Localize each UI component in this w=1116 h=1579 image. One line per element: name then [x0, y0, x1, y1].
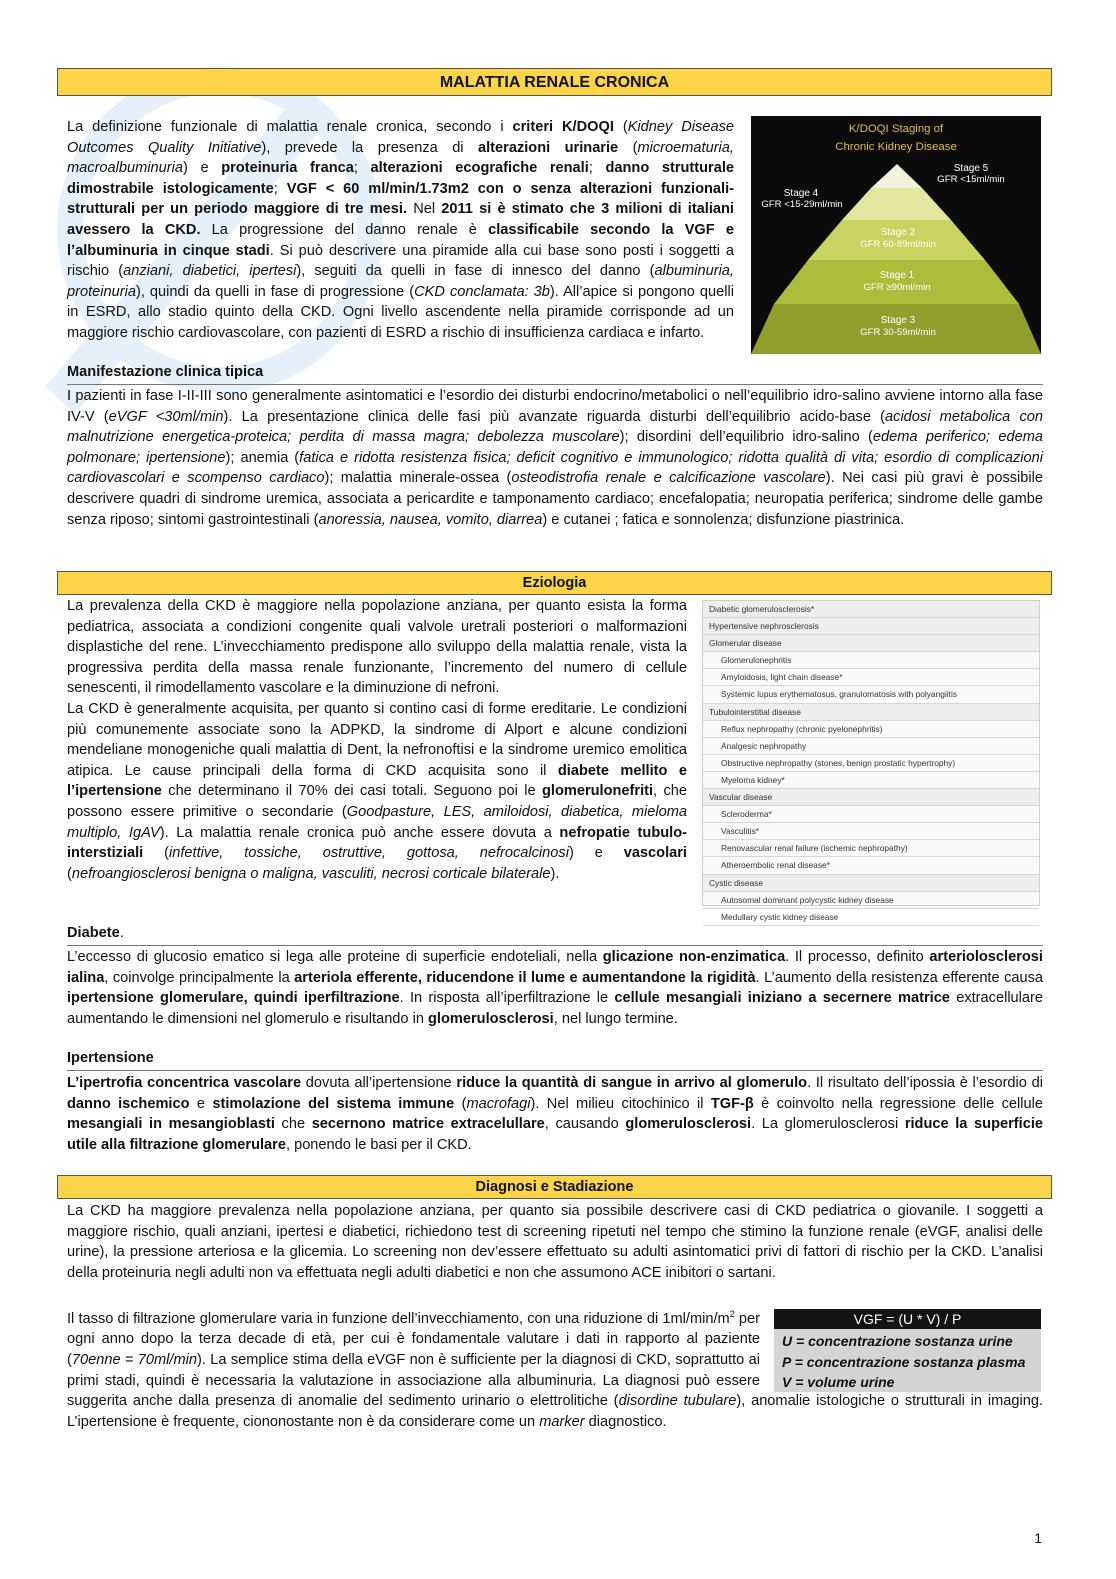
causes-table-row: Systemic lupus erythematosus, granulomatosis with polyangiitis	[703, 686, 1039, 703]
stage3-label: Stage 3	[880, 315, 916, 326]
causes-table-row: Renovascular renal failure (ischemic nephropathy)	[703, 840, 1039, 857]
causes-table-row: Analgesic nephropathy	[703, 738, 1039, 755]
causes-table-row: Obstructive nephropathy (stones, benign prostatic hypertrophy)	[703, 755, 1039, 772]
formula-p-definition: P = concentrazione sostanza plasma	[782, 1353, 1026, 1370]
formula-u-definition: U = concentrazione sostanza urine	[782, 1333, 1013, 1349]
ipertensione-heading: Ipertensione	[67, 1050, 154, 1066]
eziologia-paragraph-2: La CKD è generalmente acquisita, per quanto si contino casi di forme ereditarie. Le condizioni più comunemente associate sono la ADPKD, la sindrome di Alport e alcune condizioni mendeliane monogeniche quali malattia di Dent, la nefronoftisi e la sindrome uremico emolitica atipica. Le cause principali della forma di CKD acquisita sono il diabete mellito e l’ipertensione che determinano il 70% dei casi totali. Seguono poi le glomerulonefriti, che possono essere primitive o secondarie (Goodpasture, LES, amiloidosi, diabetica, mieloma multiplo, IgAV). La malattia renale cronica può anche essere dovuta a nefropatie tubulo-interstiziali (infettive, tossiche, ostruttive, gottosa, nefrocalcinosi) e vascolari (nefroangiosclerosi benigna o maligna, vasculiti, necrosi corticale bilaterale).	[67, 701, 688, 882]
stage4-gfr: GFR <15-29ml/min	[761, 199, 843, 210]
diagnosi-paragraph-1: La CKD ha maggiore prevalenza nella popolazione anziana, per quanto sia possibile descrivere casi di CKD pediatrica o giovanile. I soggetti a maggiore rischio, quali anziani, ipertesi e diabetici, richiedono test di screening ripetuti nel tempo che stimino la funzione renale (eVGF, analisi delle urine), la pressione arteriosa e la glicemia. Lo screening non dev’essere effettuato su adulti asintomatici privi di fattori di rischio per la CKD. L’analisi della proteinuria negli adulti non va effettuata negli adulti diabetici e non che assumono ACE inibitori o sartani.	[67, 1203, 1043, 1281]
pyramid-level-4	[842, 188, 951, 220]
diagnosi-section-bar: Diagnosi e Stadiazione	[57, 1175, 1052, 1199]
pyramid-title-line1: K/DOQI Staging of	[848, 123, 944, 135]
causes-table-row: Tubulointerstitial disease	[703, 704, 1039, 721]
causes-table-row: Autosomal dominant polycystic kidney disease	[703, 892, 1039, 909]
eziologia-paragraph-1: La prevalenza della CKD è maggiore nella popolazione anziana, per quanto esista la forma pediatrica, associata a condizioni congenite quali valvole uretrali posteriori o malformazioni displastiche del rene. L’invecchiamento predispone allo sviluppo della malattia renale, vista la progressiva perdita della massa renale funzionante, l’incremento del numero di cellule senescenti, il rimodellamento vascolare e la diminuzione di nefroni.	[67, 598, 687, 697]
causes-table-row: Myeloma kidney*	[703, 772, 1039, 789]
heading-rule	[67, 945, 1043, 946]
manifestazione-paragraph: I pazienti in fase I-II-III sono generalmente asintomatici e l’esordio dei disturbi endocrino/metabolici o nell’equilibrio idro-salino avviene intorno alla fase IV-V (eVGF <30ml/min). La presentazione clinica delle fasi più avanzate riguarda disturbi dell’equilibrio acido-base (acidosi metabolica con malnutrizione energetica-proteica; perdita di massa magra; debolezza muscolare); disordini dell’equilibrio idro-salino (edema periferico; edema polmonare; ipertensione); anemia (fatica e ridotta resistenza fisica; deficit cognitivo e immunologico; ridotta qualità di vita; esordio di complicazioni cardiovascolari e scompenso cardiaco); malattia minerale-ossea (osteodistrofia renale e calcificazione vascolare). Nei casi più gravi è possibile descrivere quadri di sindrome uremica, associata a pericardite e tamponamento cardiaco; encefalopatia; neuropatia periferica; sindrome delle gambe senza riposo; sintomi gastrointestinali (anoressia, nausea, vomito, diarrea) e cutanei ; fatica e sonnolenza; disfunzione piastrinica.	[67, 388, 1044, 528]
stage5-label: Stage 5	[953, 163, 989, 174]
stage2-gfr: GFR 60-89ml/min	[860, 239, 936, 250]
stage5-gfr: GFR <15ml/min	[937, 174, 1005, 185]
formula-header: VGF = (U * V) / P	[774, 1309, 1041, 1329]
stage1-gfr: GFR ≥90ml/min	[863, 282, 931, 293]
diabete-paragraph: L’eccesso di glucosio ematico si lega alle proteine di superficie endoteliali, nella glicazione non-enzimatica. Il processo, definito arteriolosclerosi ialina, coinvolge principalmente la arteriola efferente, riducendone il lume e aumentandone la rigidità. L’aumento della resistenza efferente causa ipertensione glomerulare, quindi iperfiltrazione. In risposta all’iperfiltrazione le cellule mesangiali iniziano a secernere matrice extracellulare aumentando le dimensioni nel glomerulo e risultando in glomerulosclerosi, nel lungo termine.	[67, 949, 1044, 1027]
diabete-heading: Diabete.	[67, 925, 124, 941]
causes-table-row: Diabetic glomerulosclerosis*	[703, 601, 1039, 618]
heading-rule	[67, 1070, 1043, 1071]
causes-table-row: Vasculitis*	[703, 823, 1039, 840]
causes-table-row: Atheroembolic renal disease*	[703, 857, 1039, 874]
ckd-staging-pyramid-figure	[751, 116, 1041, 354]
heading-rule	[67, 384, 1043, 385]
causes-table-row: Scleroderma*	[703, 806, 1039, 823]
causes-table-row: Hypertensive nephrosclerosis	[703, 618, 1039, 635]
stage4-label: Stage 4	[783, 188, 819, 199]
causes-table-row: Glomerulonephritis	[703, 652, 1039, 669]
causes-table-row: Cystic disease	[703, 875, 1039, 892]
document-title: MALATTIA RENALE CRONICA	[57, 68, 1052, 96]
causes-table-row: Medullary cystic kidney disease	[703, 909, 1039, 926]
stage3-gfr: GFR 30-59ml/min	[860, 327, 936, 338]
formula-v-definition: V = volume urine	[782, 1374, 895, 1391]
causes-table-row: Glomerular disease	[703, 635, 1039, 652]
causes-table-row: Reflux nephropathy (chronic pyelonephritis)	[703, 721, 1039, 738]
pyramid-title-line2: Chronic Kidney Disease	[835, 141, 957, 153]
pyramid-level-5	[871, 164, 922, 188]
stage2-label: Stage 2	[880, 227, 916, 238]
stage1-label: Stage 1	[879, 270, 915, 281]
diagnosi-paragraph-2: Il tasso di filtrazione glomerulare varia in funzione dell’invecchiamento, con una riduzione di $1ml/\min/m^2$ per ogni anno dopo la terza decade di età, per cui è fondamentale valutare i dati in rapporto al paziente (70enne = 70ml/min). La semplice stima della eVGF non è sufficiente per la diagnosi di CKD, soprattutto ai primi stadi, quindi è necessaria la valutazione in associazione alla albuminuria. La diagnosi può essere suggerita anche dalla presenza di anomalie del sedimento urinario o elettrolitiche (disordine tubulare), anomalie istologiche o strutturali in imaging. L’ipertensione è frequente, ciononostante non è da considerare come un marker diagnostico.	[67, 1309, 1043, 1430]
manifestazione-heading: Manifestazione clinica tipica	[67, 364, 264, 380]
ipertensione-paragraph: L’ipertrofia concentrica vascolare dovuta all’ipertensione riduce la quantità di sangue in arrivo al glomerulo. Il risultato dell’ipossia è l’esordio di danno ischemico e stimolazione del sistema immune (macrofagi). Nel milieu citochinico il TGF-β è coinvolto nella regressione delle cellule mesangiali in mesangioblasti che secernono matrice extracelullare, causando glomerulosclerosi. La glomerulosclerosi riduce la superficie utile alla filtrazione glomerulare, ponendo le basi per il CKD.	[67, 1075, 1043, 1153]
causes-table-row: Amyloidosis, light chain disease*	[703, 669, 1039, 686]
vgf-formula-box	[774, 1309, 1041, 1392]
causes-table-row: Vascular disease	[703, 789, 1039, 806]
ckd-causes-table	[702, 600, 1040, 922]
eziologia-section-bar: Eziologia	[57, 571, 1052, 595]
page-number: 1	[1034, 1530, 1042, 1546]
intro-paragraph: La definizione funzionale di malattia renale cronica, secondo i criteri K/DOQI (Kidney Disease Outcomes Quality Initiative), prevede la presenza di alterazioni urinarie (microematuria, macroalbuminuria) e proteinuria franca; alterazioni ecografiche renali; danno strutturale dimostrabile istologicamente; VGF < 60 ml/min/1.73m2 con o senza alterazioni funzionali-strutturali per un periodo maggiore di tre mesi. Nel 2011 si è stimato che 3 milioni di italiani avessero la CKD. La progressione del danno renale è classificabile secondo la VGF e l’albuminuria in cinque stadi. Si può descrivere una piramide alla cui base sono posti i soggetti a rischio (anziani, diabetici, ipertesi), seguiti da quelli in fase di innesco del danno (albuminuria, proteinuria), quindi da quelli in fase di progressione (CKD conclamata: 3b). All’apice si pongono quelli in ESRD, allo stadio quinto della CKD. Ogni livello ascendente nella piramide corrisponde ad un maggiore rischio cardiovascolare, con pazienti di ESRD a rischio di insufficienza cardiaca e infarto.	[67, 119, 735, 341]
